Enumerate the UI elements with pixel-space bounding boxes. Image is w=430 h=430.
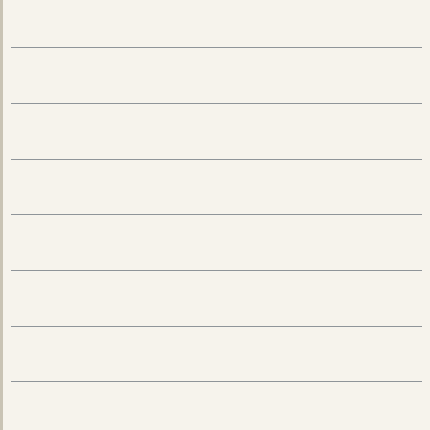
arabic-verse-line-9 <box>11 420 422 430</box>
arabic-verse-line-6 <box>11 271 422 305</box>
line-divider <box>11 47 422 48</box>
urdu-translation-line-5 <box>11 251 422 269</box>
urdu-translation-line-7 <box>11 362 422 380</box>
line-divider <box>11 214 422 215</box>
arabic-verse-line-8 <box>11 383 422 417</box>
arabic-verse-line-5 <box>11 216 422 250</box>
urdu-translation-line-3 <box>11 140 422 158</box>
arabic-verse-line-4 <box>11 160 422 194</box>
urdu-translation-line-1 <box>11 28 422 46</box>
arabic-verse-line-2 <box>11 49 422 83</box>
line-divider <box>11 381 422 382</box>
urdu-translation-line-4 <box>11 195 422 213</box>
arabic-verse-line-3 <box>11 104 422 138</box>
arabic-verse-line-1 <box>11 0 422 28</box>
arabic-verse-line-7 <box>11 327 422 361</box>
urdu-translation-line-2 <box>11 84 422 102</box>
urdu-translation-line-6 <box>11 307 422 325</box>
